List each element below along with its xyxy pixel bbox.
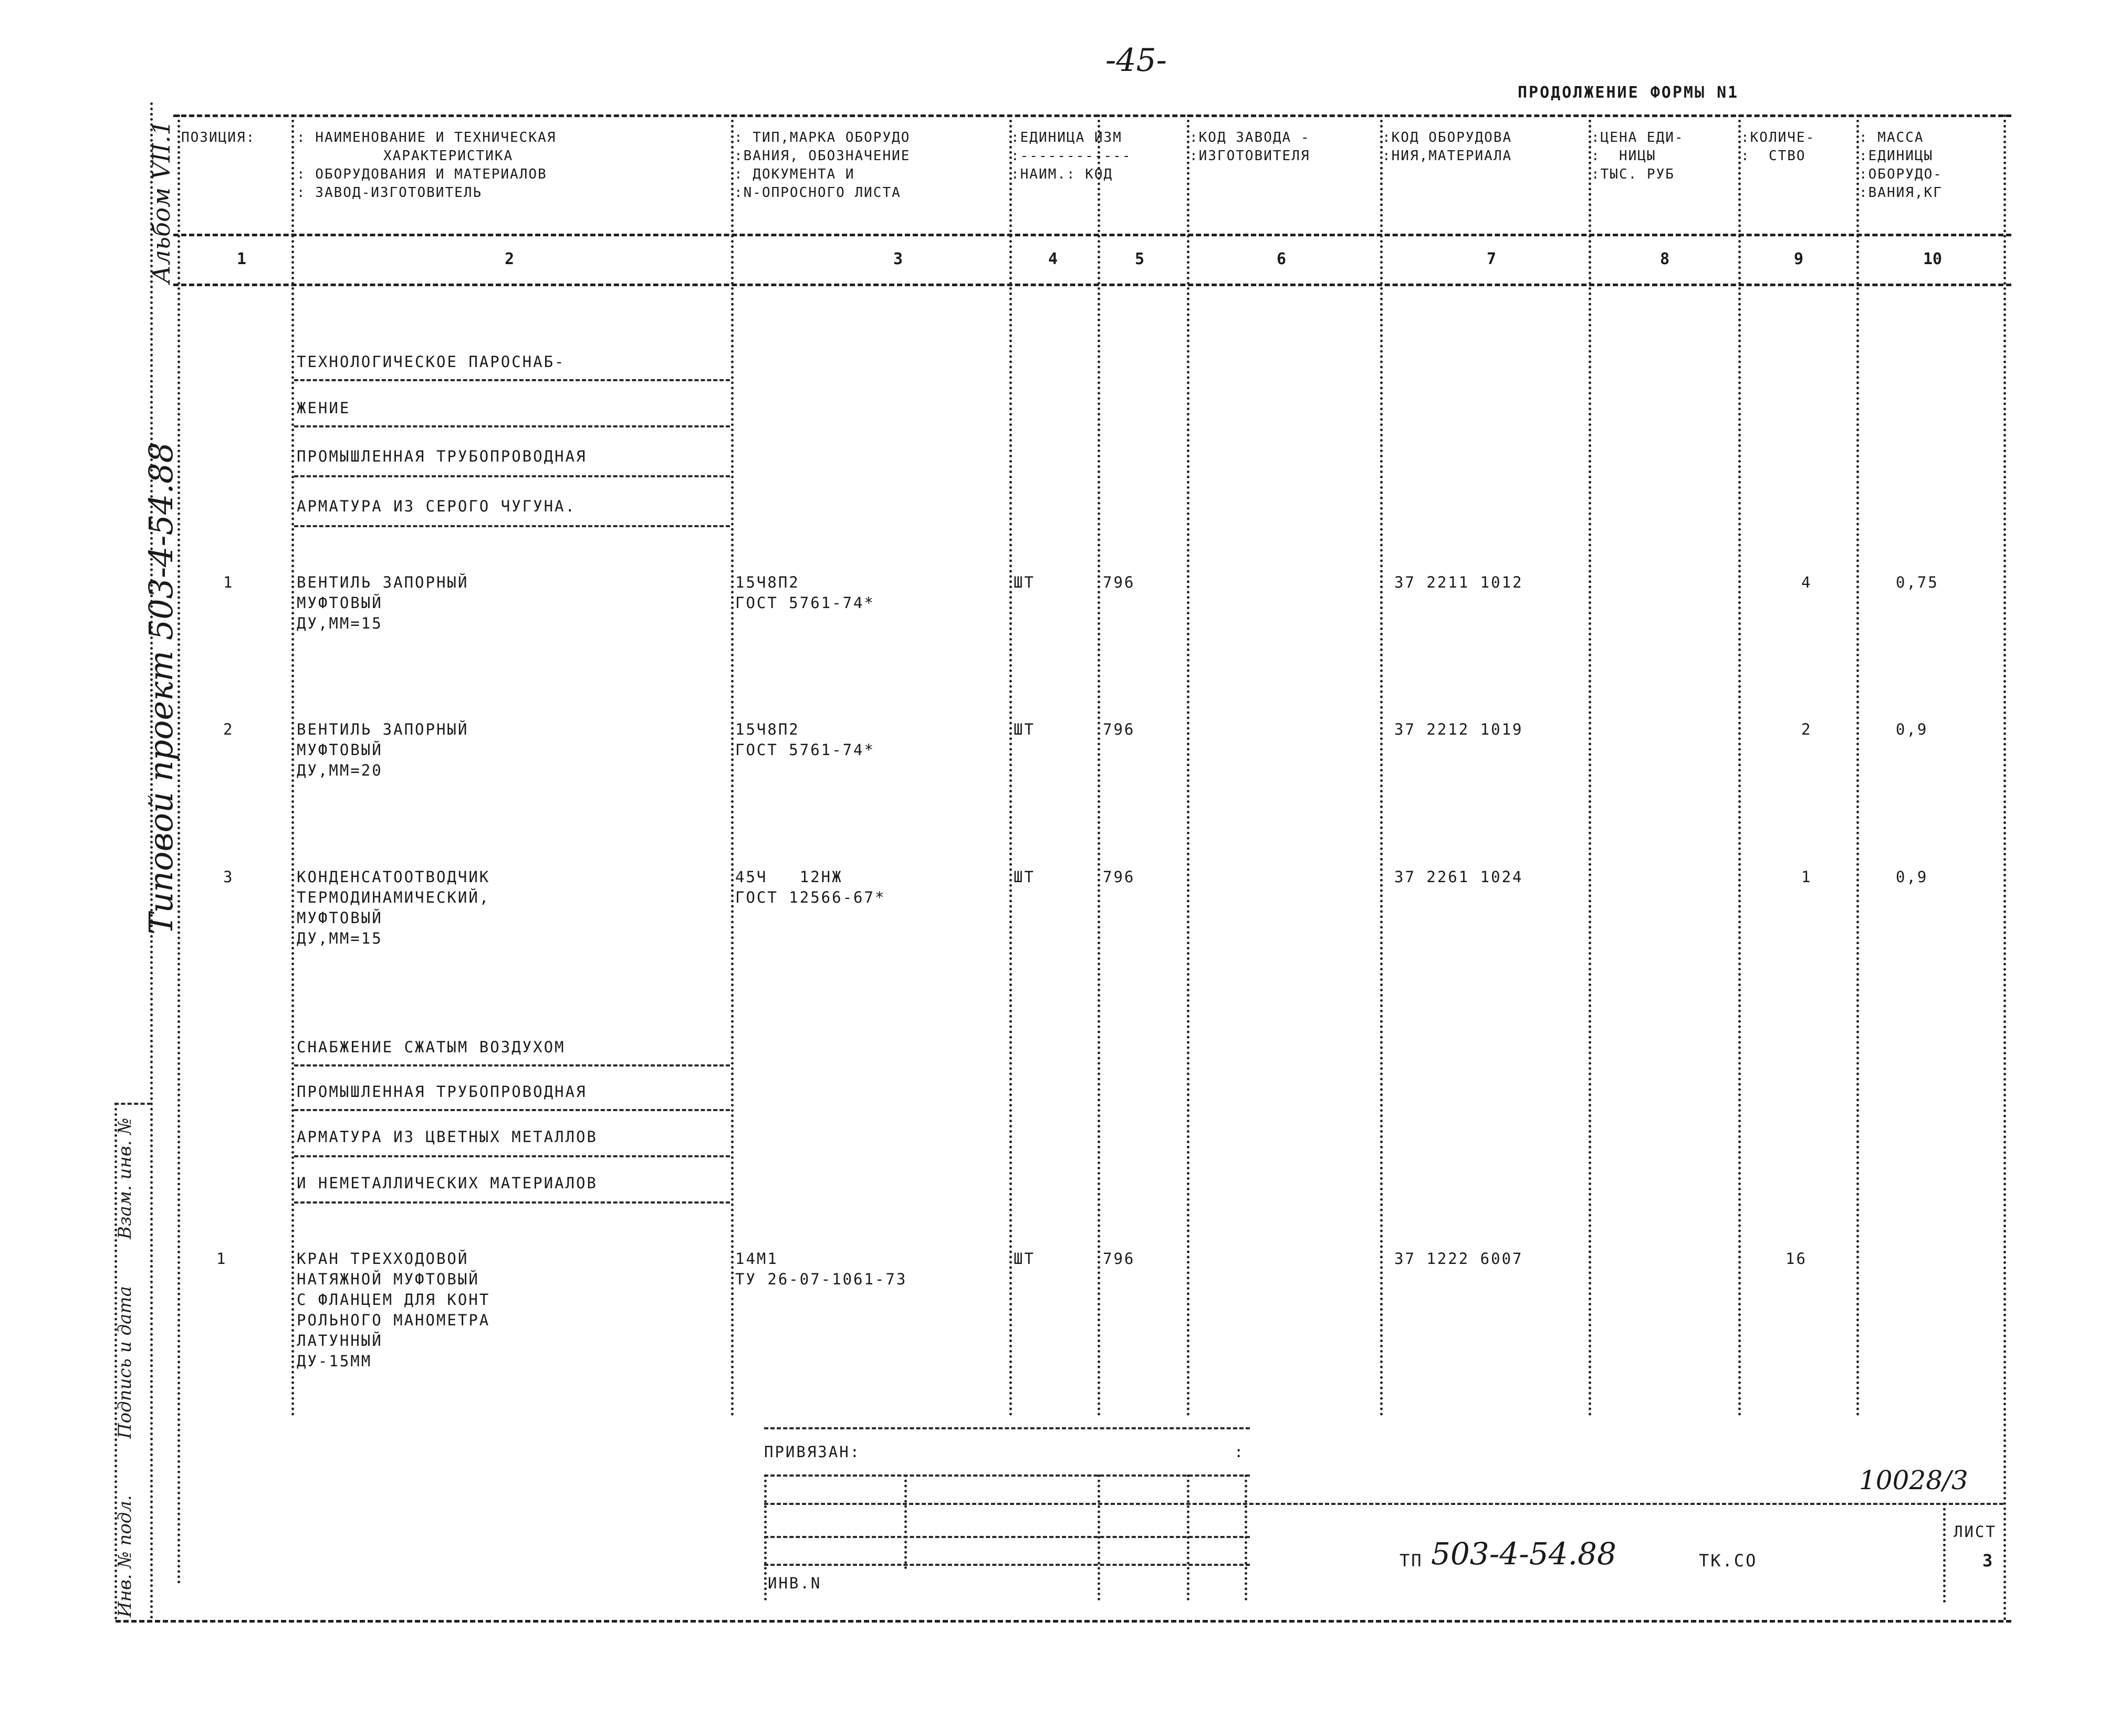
- side-border-line: [150, 102, 153, 1620]
- section-underline: [294, 425, 730, 427]
- section-subtitle: ПРОМЫШЛЕННАЯ ТРУБОПРОВОДНАЯ: [297, 447, 587, 465]
- section-title: ЖЕНИЕ: [297, 399, 351, 417]
- header-mass-2: :ЕДИНИЦЫ: [1859, 148, 1934, 164]
- header-equipment-code-2: :НИЯ,МАТЕРИАЛА: [1382, 148, 1512, 164]
- doc-prefix: ТП: [1400, 1551, 1423, 1571]
- section-title: СНАБЖЕНИЕ СЖАТЫМ ВОЗДУХОМ: [297, 1038, 566, 1056]
- header-mass-4: :ВАНИЯ,КГ: [1859, 185, 1943, 201]
- stamp-line: [764, 1474, 1250, 1477]
- header-equipment-code-1: :КОД ОБОРУДОВА: [1382, 130, 1512, 145]
- stamp-inv-label: ИНВ.N: [768, 1574, 822, 1592]
- col-divider-2: [731, 114, 734, 1417]
- row-position: 2: [223, 720, 234, 738]
- column-number: 5: [1134, 250, 1145, 268]
- col-divider-left: [178, 114, 180, 1585]
- col-divider-1: [291, 114, 294, 1417]
- header-name-1: : НАИМЕНОВАНИЕ И ТЕХНИЧЕСКАЯ: [297, 130, 557, 145]
- row-type-line: ГОСТ 12566-67*: [735, 888, 886, 906]
- header-position: ПОЗИЦИЯ:: [181, 130, 256, 145]
- column-number: 2: [504, 250, 515, 268]
- column-number: 8: [1659, 250, 1670, 268]
- stamp-bound-label: ПРИВЯЗАН:: [764, 1443, 861, 1461]
- section-underline: [294, 1155, 730, 1157]
- row-type-line: ГОСТ 5761-74*: [735, 741, 875, 759]
- row-unit: ШТ: [1014, 573, 1035, 591]
- header-type-1: : ТИП,МАРКА ОБОРУДО: [734, 130, 911, 145]
- section-subtitle: АРМАТУРА ИЗ ЦВЕТНЫХ МЕТАЛЛОВ: [297, 1128, 598, 1146]
- row-mass: 0,9: [1896, 720, 1928, 738]
- project-label: Типовой проект 503-4-54.88: [142, 442, 180, 935]
- row-equipment-code: 37 2212 1019: [1394, 720, 1523, 738]
- stamp-line: [764, 1427, 1250, 1429]
- row-unit-code: 796: [1103, 868, 1135, 886]
- header-price-3: :ТЫС. РУБ: [1591, 166, 1675, 182]
- col-divider-9: [1856, 114, 1859, 1417]
- sheet-divider: [1943, 1503, 1946, 1603]
- row-name-line: ЛАТУННЫЙ: [297, 1332, 383, 1350]
- row-quantity: 1: [1801, 868, 1812, 886]
- row-name-line: МУФТОВЫЙ: [297, 741, 383, 759]
- header-type-2: :ВАНИЯ, ОБОЗНАЧЕНИЕ: [734, 148, 911, 164]
- header-unit-2: :------------: [1011, 148, 1132, 164]
- column-number: 3: [893, 250, 903, 268]
- column-number: 7: [1486, 250, 1497, 268]
- row-name-line: КРАН ТРЕХХОДОВОЙ: [297, 1250, 469, 1268]
- table-top-border: [173, 114, 2011, 117]
- column-number: 1: [236, 250, 247, 268]
- row-type-line: ТУ 26-07-1061-73: [735, 1270, 907, 1288]
- row-name-line: НАТЯЖНОЙ МУФТОВЫЙ: [297, 1270, 479, 1288]
- sign-date-label: Подпись и дата: [114, 1286, 135, 1439]
- row-name-line: ДУ,ММ=15: [297, 929, 383, 947]
- col-divider-3: [1009, 114, 1012, 1417]
- row-position: 1: [223, 573, 234, 591]
- row-type-line: 15Ч8П2: [735, 573, 800, 591]
- col-divider-7: [1589, 114, 1591, 1417]
- row-quantity: 16: [1786, 1250, 1807, 1268]
- row-position: 3: [223, 868, 234, 886]
- row-name-line: ВЕНТИЛЬ ЗАПОРНЫЙ: [297, 573, 469, 591]
- archive-number: 10028/3: [1859, 1465, 1968, 1496]
- row-type-line: 14М1: [735, 1250, 778, 1268]
- stamp-colon: :: [1234, 1443, 1245, 1461]
- section-underline: [294, 525, 730, 527]
- stamp-divider: [1245, 1474, 1247, 1601]
- header-type-4: :N-ОПРОСНОГО ЛИСТА: [734, 185, 901, 201]
- header-price-2: : НИЦЫ: [1591, 148, 1656, 164]
- row-name-line: МУФТОВЫЙ: [297, 594, 383, 612]
- row-name-line: РОЛЬНОГО МАНОМЕТРА: [297, 1311, 490, 1329]
- header-name-4: : ЗАВОД-ИЗГОТОВИТЕЛЬ: [297, 185, 483, 201]
- row-unit-code: 796: [1103, 573, 1135, 591]
- header-unit-3: :НАИМ.: КОД: [1011, 166, 1113, 182]
- sheet-label: ЛИСТ: [1954, 1523, 1997, 1541]
- stamp-line: [764, 1564, 1250, 1566]
- row-unit: ШТ: [1014, 868, 1035, 886]
- stamp-divider: [1098, 1474, 1100, 1601]
- album-label: Альбом VII.1: [147, 120, 175, 284]
- stamp-divider: [764, 1474, 767, 1601]
- page-number: -45-: [1105, 42, 1167, 79]
- form-continuation: ПРОДОЛЖЕНИЕ ФОРМЫ N1: [1518, 83, 1739, 102]
- row-name-line: ТЕРМОДИНАМИЧЕСКИЙ,: [297, 888, 490, 906]
- row-quantity: 2: [1801, 720, 1812, 738]
- row-type-line: ГОСТ 5761-74*: [735, 594, 875, 612]
- row-name-line: ДУ,ММ=15: [297, 614, 383, 632]
- section-underline: [294, 1201, 730, 1204]
- stamp-divider: [904, 1474, 907, 1569]
- header-factory-code-2: :ИЗГОТОВИТЕЛЯ: [1189, 148, 1310, 164]
- header-quantity-1: :КОЛИЧЕ-: [1741, 130, 1815, 145]
- header-name-2: ХАРАКТЕРИСТИКА: [383, 148, 514, 164]
- row-equipment-code: 37 2261 1024: [1394, 868, 1523, 886]
- col-divider-4: [1098, 114, 1100, 1417]
- section-subtitle: АРМАТУРА ИЗ СЕРОГО ЧУГУНА.: [297, 497, 576, 515]
- stamp-line: [764, 1536, 1250, 1538]
- row-unit: ШТ: [1014, 1250, 1035, 1268]
- stamp-line: [764, 1503, 2003, 1505]
- header-price-1: :ЦЕНА ЕДИ-: [1591, 130, 1684, 145]
- row-position: 1: [216, 1250, 227, 1268]
- row-name-line: С ФЛАНЦЕМ ДЛЯ КОНТ: [297, 1291, 490, 1309]
- row-name-line: ДУ,ММ=20: [297, 761, 383, 779]
- header-bottom-border: [173, 234, 2011, 236]
- section-underline: [294, 379, 730, 381]
- col-divider-6: [1380, 114, 1383, 1417]
- section-subtitle: ПРОМЫШЛЕННАЯ ТРУБОПРОВОДНАЯ: [297, 1083, 587, 1101]
- col-divider-8: [1738, 114, 1741, 1417]
- header-factory-code-1: :КОД ЗАВОДА -: [1189, 130, 1310, 145]
- header-unit-1: :ЕДИНИЦА ИЗМ: [1011, 130, 1122, 145]
- row-name-line: ДУ-15ММ: [297, 1352, 372, 1370]
- row-name-line: КОНДЕНСАТООТВОДЧИК: [297, 868, 490, 886]
- row-type-line: 15Ч8П2: [735, 720, 800, 738]
- inv-no-label: Инв. № подл.: [114, 1495, 135, 1617]
- row-mass: 0,75: [1896, 573, 1939, 591]
- col-divider-5: [1187, 114, 1189, 1417]
- doc-number: 503-4-54.88: [1431, 1536, 1616, 1572]
- row-unit-code: 796: [1103, 720, 1135, 738]
- header-quantity-2: : СТВО: [1741, 148, 1806, 164]
- row-name-line: МУФТОВЫЙ: [297, 909, 383, 927]
- stamp-divider: [1187, 1474, 1189, 1601]
- column-number: 9: [1793, 250, 1804, 268]
- column-number: 10: [1923, 250, 1943, 268]
- col-divider-right: [2003, 114, 2006, 1622]
- interchange-label: Взам. инв. №: [114, 1117, 135, 1239]
- row-unit-code: 796: [1103, 1250, 1135, 1268]
- doc-suffix: ТК.СО: [1699, 1551, 1758, 1571]
- row-unit: ШТ: [1014, 720, 1035, 738]
- row-mass: 0,9: [1896, 868, 1928, 886]
- column-number: 6: [1276, 250, 1287, 268]
- column-numbers-bottom-border: [173, 284, 2011, 286]
- side-stamp-divider: [114, 1103, 117, 1620]
- section-title: ТЕХНОЛОГИЧЕСКОЕ ПАРОСНАБ-: [297, 353, 566, 371]
- row-quantity: 4: [1801, 573, 1812, 591]
- row-equipment-code: 37 2211 1012: [1394, 573, 1523, 591]
- section-subtitle: И НЕМЕТАЛЛИЧЕСКИХ МАТЕРИАЛОВ: [297, 1174, 598, 1192]
- header-name-3: : ОБОРУДОВАНИЯ И МАТЕРИАЛОВ: [297, 166, 547, 182]
- header-mass-3: :ОБОРУДО-: [1859, 166, 1943, 182]
- row-equipment-code: 37 1222 6007: [1394, 1250, 1523, 1268]
- column-number: 4: [1048, 250, 1058, 268]
- row-type-line: 45Ч 12НЖ: [735, 868, 843, 886]
- section-underline: [294, 1064, 730, 1066]
- section-underline: [294, 475, 730, 477]
- side-stamp-top: [114, 1103, 151, 1105]
- header-mass-1: : МАССА: [1859, 130, 1924, 145]
- section-underline: [294, 1109, 730, 1111]
- row-name-line: ВЕНТИЛЬ ЗАПОРНЫЙ: [297, 720, 469, 738]
- table-bottom-border: [116, 1620, 2011, 1623]
- sheet-number: 3: [1982, 1551, 1995, 1571]
- header-type-3: : ДОКУМЕНТА И: [734, 166, 855, 182]
